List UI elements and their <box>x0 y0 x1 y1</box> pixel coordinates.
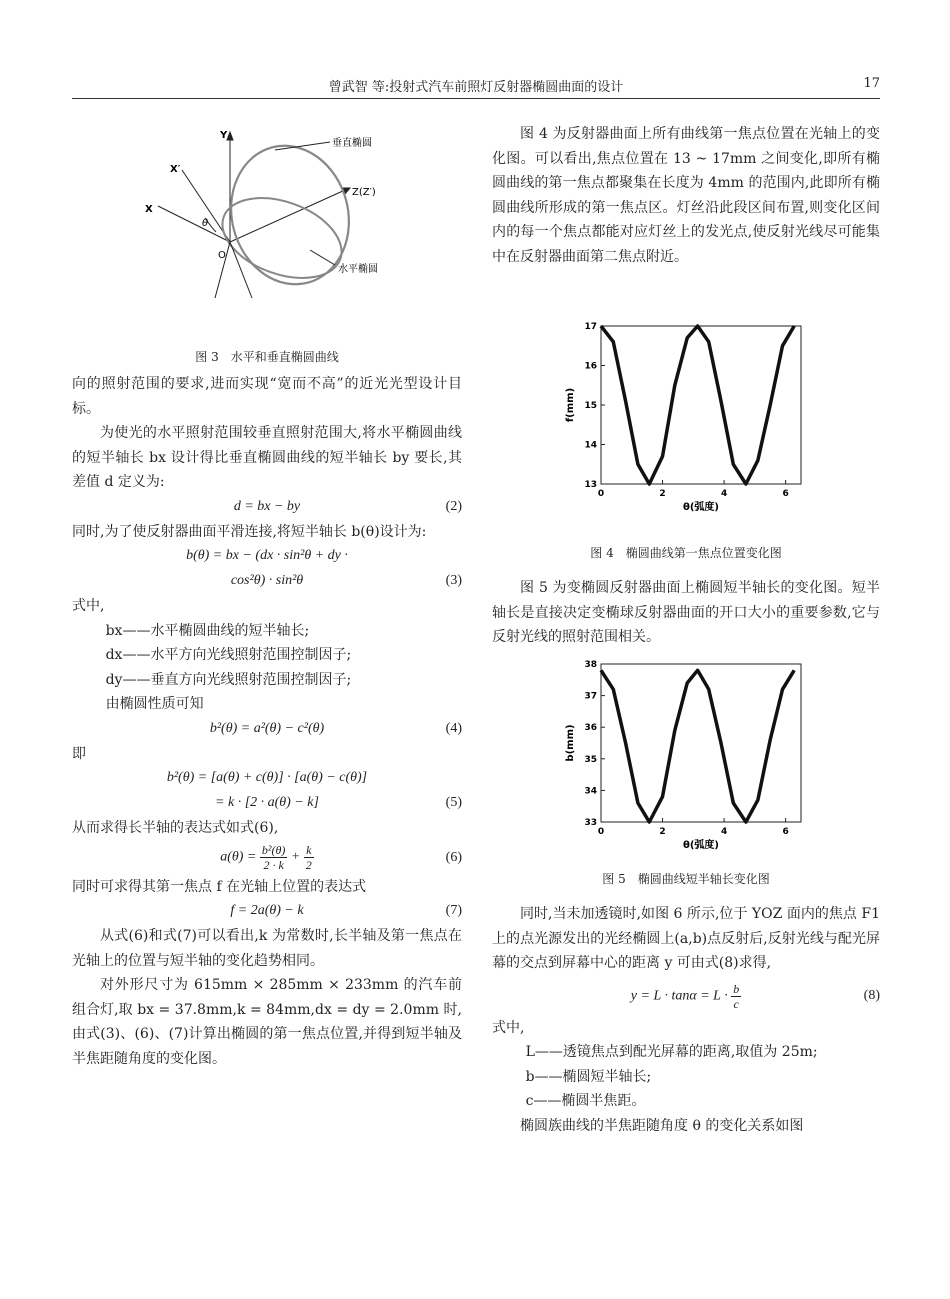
x-axis-label: θ(弧度) <box>682 840 720 851</box>
x-axis-label: θ(弧度) <box>682 502 720 513</box>
fig3-label-x1: X′ <box>170 164 181 175</box>
x-tick-label: 4 <box>720 489 728 499</box>
fig3-label-x: X <box>145 204 153 215</box>
equation-6-number: (6) <box>445 849 462 865</box>
left-p6: 即 <box>72 745 86 762</box>
y-tick-label: 33 <box>584 818 597 828</box>
equation-8-number: (8) <box>863 987 880 1003</box>
equation-8 <box>492 976 880 1016</box>
left-column <box>72 372 462 1071</box>
left-p3: 同时,为了使反射器曲面平滑连接,将短半轴长 b(θ)设计为: <box>72 523 427 540</box>
equation-5b <box>72 791 462 816</box>
y-axis-label: b(mm) <box>565 724 576 762</box>
y-tick-label: 14 <box>584 440 597 451</box>
definition-dx: dx——水平方向光线照射范围控制因子; <box>105 647 352 663</box>
equation-4-number: (4) <box>445 720 462 736</box>
equation-6-num2: k <box>304 843 314 858</box>
figure-3-caption: 图 3 水平和垂直椭圆曲线 <box>195 350 339 364</box>
equation-3a-expr: b(θ) = bx − (dx · sin²θ + dy · <box>186 548 348 563</box>
equation-5a-expr: b²(θ) = [a(θ) + c(θ)] · [a(θ) − c(θ)] <box>166 770 368 785</box>
x-tick-label: 6 <box>782 489 789 499</box>
x-tick-label: 0 <box>597 489 605 499</box>
right-p3: 同时,当未加透镜时,如图 6 所示,位于 YOZ 面内的焦点 F1 上的点光源发出的光经椭圆上(a,b)点反射后,反射光线与配光屏幕的交点到屏幕中心的距离 y 可由式(8)求得, <box>492 906 880 971</box>
left-definitions <box>72 619 462 717</box>
definition-dy: dy——垂直方向光线照射范围控制因子; <box>105 671 352 688</box>
equation-2-number: (2) <box>445 498 462 514</box>
figure-5 <box>555 656 815 856</box>
equation-6-expr <box>72 843 462 872</box>
fig3-label-theta: θ <box>202 218 209 229</box>
figure-4 <box>555 318 815 518</box>
y-tick-label: 17 <box>584 322 597 332</box>
figure-4-caption: 图 4 椭圆曲线第一焦点位置变化图 <box>590 546 782 560</box>
x-tick-label: 2 <box>659 827 666 837</box>
definition-c: c——椭圆半焦距。 <box>525 1093 646 1109</box>
equation-5a <box>72 766 462 791</box>
y-tick-label: 35 <box>584 754 597 765</box>
left-p2: 为使光的水平照射范围较垂直照射范围大,将水平椭圆曲线的短半轴长 bx 设计得比垂直椭圆曲线的短半轴长 by 要长,其差值 d 定义为: <box>72 425 462 490</box>
figure-5-caption: 图 5 椭圆曲线短半轴长变化图 <box>602 872 770 886</box>
equation-2 <box>72 495 462 520</box>
equation-6-den2: 2 <box>305 857 312 872</box>
fig3-label-vert: 垂直椭圆 <box>332 138 372 149</box>
right-p2: 图 5 为变椭圆反射器曲面上椭圆短半轴长的变化图。短半轴长是直接决定变椭球反射器曲面的开口大小的重要参数,它与反射光线的照射范围相关。 <box>492 580 880 645</box>
y-tick-label: 15 <box>584 401 597 411</box>
right-p5: 椭圆族曲线的半焦距随角度 θ 的变化关系如图 <box>520 1117 804 1134</box>
definition-bx: bx——水平椭圆曲线的短半轴长; <box>105 622 310 639</box>
fig3-label-o: O <box>218 250 226 261</box>
left-p4: 式中, <box>72 598 105 614</box>
running-title: 曾武智 等:投射式汽车前照灯反射器椭圆曲面的设计 <box>328 80 624 95</box>
right-column-bottom <box>492 902 880 1138</box>
x-tick-label: 0 <box>597 827 605 837</box>
x-tick-label: 4 <box>720 827 728 837</box>
right-column-top <box>492 122 880 269</box>
x-tick-label: 6 <box>782 827 789 837</box>
right-p4: 式中, <box>492 1019 525 1036</box>
series-line <box>601 326 794 484</box>
equation-2-expr: d = bx − by <box>233 498 301 514</box>
fig3-label-horiz: 水平椭圆 <box>338 264 378 275</box>
equation-3-number: (3) <box>445 573 462 588</box>
fig3-label-z: Z(Z′) <box>352 187 376 198</box>
right-p1: 图 4 为反射器曲面上所有曲线第一焦点位置在光轴上的变化图。可以看出,焦点位置在 13 ~ 17mm 之间变化,即所有椭圆曲线的第一焦点都聚集在长度为 4mm 的范围内,此即所有椭圆曲线所形成的第一焦点区。灯丝沿此段区间布置,则变化区间内的每一个焦点都能对应灯丝上的发光点,使反射光线尽可能集中在反射器曲面第二焦点附近。 <box>492 126 880 265</box>
equation-8-frac <box>731 982 741 1011</box>
equation-8-num: b <box>733 981 740 996</box>
equation-7-expr: f = 2a(θ) − k <box>230 903 304 918</box>
y-tick-label: 13 <box>584 480 597 490</box>
left-p9: 从式(6)和式(7)可以看出,k 为常数时,长半轴及第一焦点在光轴上的位置与短半轴的变化趋势相同。 <box>72 928 462 969</box>
definition-L: L——透镜焦点到配光屏幕的距离,取值为 25m; <box>525 1044 818 1060</box>
definition-b: b——椭圆短半轴长; <box>525 1068 652 1085</box>
page-number: 17 <box>863 76 880 91</box>
y-tick-label: 37 <box>584 691 597 702</box>
y-tick-label: 36 <box>584 723 597 734</box>
running-header <box>72 72 880 99</box>
series-line <box>601 670 794 822</box>
x-tick-label: 2 <box>659 489 666 499</box>
left-p10: 对外形尺寸为 615mm × 285mm × 233mm 的汽车前组合灯,取 bx = 37.8mm,k = 84mm,dx = dy = 2.0mm 时,由式(3)、(6)、(7)计算出椭圆的第一焦点位置,并得到短半轴及半焦距随角度的变化图。 <box>72 977 462 1067</box>
y-axis-label: f(mm) <box>565 387 576 423</box>
equation-7 <box>72 899 462 924</box>
equation-6-frac1 <box>260 843 287 872</box>
equation-7-number: (7) <box>445 903 462 918</box>
figure-5-chart <box>555 656 815 856</box>
equation-6-plus: + <box>290 849 301 865</box>
equation-8-den: c <box>733 996 739 1011</box>
equation-6-frac2 <box>304 843 314 872</box>
left-p5: 由椭圆性质可知 <box>105 696 204 712</box>
equation-6-num1: b²(θ) <box>261 842 286 857</box>
equation-5b-expr: = k · [2 · a(θ) − k] <box>215 795 319 810</box>
y-tick-label: 16 <box>584 361 597 372</box>
equation-6-den1: 2 · k <box>263 857 284 872</box>
equation-4 <box>72 717 462 742</box>
figure-3 <box>100 120 440 300</box>
fig3-label-y: Y <box>220 130 228 141</box>
right-definitions <box>492 1040 880 1114</box>
left-p1: 向的照射范围的要求,进而实现“宽而不高”的近光光型设计目标。 <box>72 376 462 417</box>
figure-3-diagram <box>100 120 440 300</box>
equation-6-lhs: a(θ) = <box>220 849 257 865</box>
y-tick-label: 38 <box>584 660 597 670</box>
right-column-middle <box>492 576 880 650</box>
equation-8-expr <box>492 982 880 1011</box>
equation-3b-expr: cos²θ) · sin²θ <box>230 573 304 588</box>
equation-3a <box>72 544 462 569</box>
equation-6 <box>72 841 462 875</box>
equation-3b <box>72 569 462 594</box>
equation-4-expr: b²(θ) = a²(θ) − c²(θ) <box>209 720 325 736</box>
left-p8: 同时可求得其第一焦点 f 在光轴上位置的表达式 <box>72 878 367 895</box>
equation-5-number: (5) <box>445 795 462 810</box>
y-tick-label: 34 <box>584 786 597 797</box>
equation-8-lhs: y = L · tanα = L · <box>630 988 728 1004</box>
figure-4-chart <box>555 318 815 518</box>
left-p7: 从而求得长半轴的表达式如式(6), <box>72 820 279 836</box>
